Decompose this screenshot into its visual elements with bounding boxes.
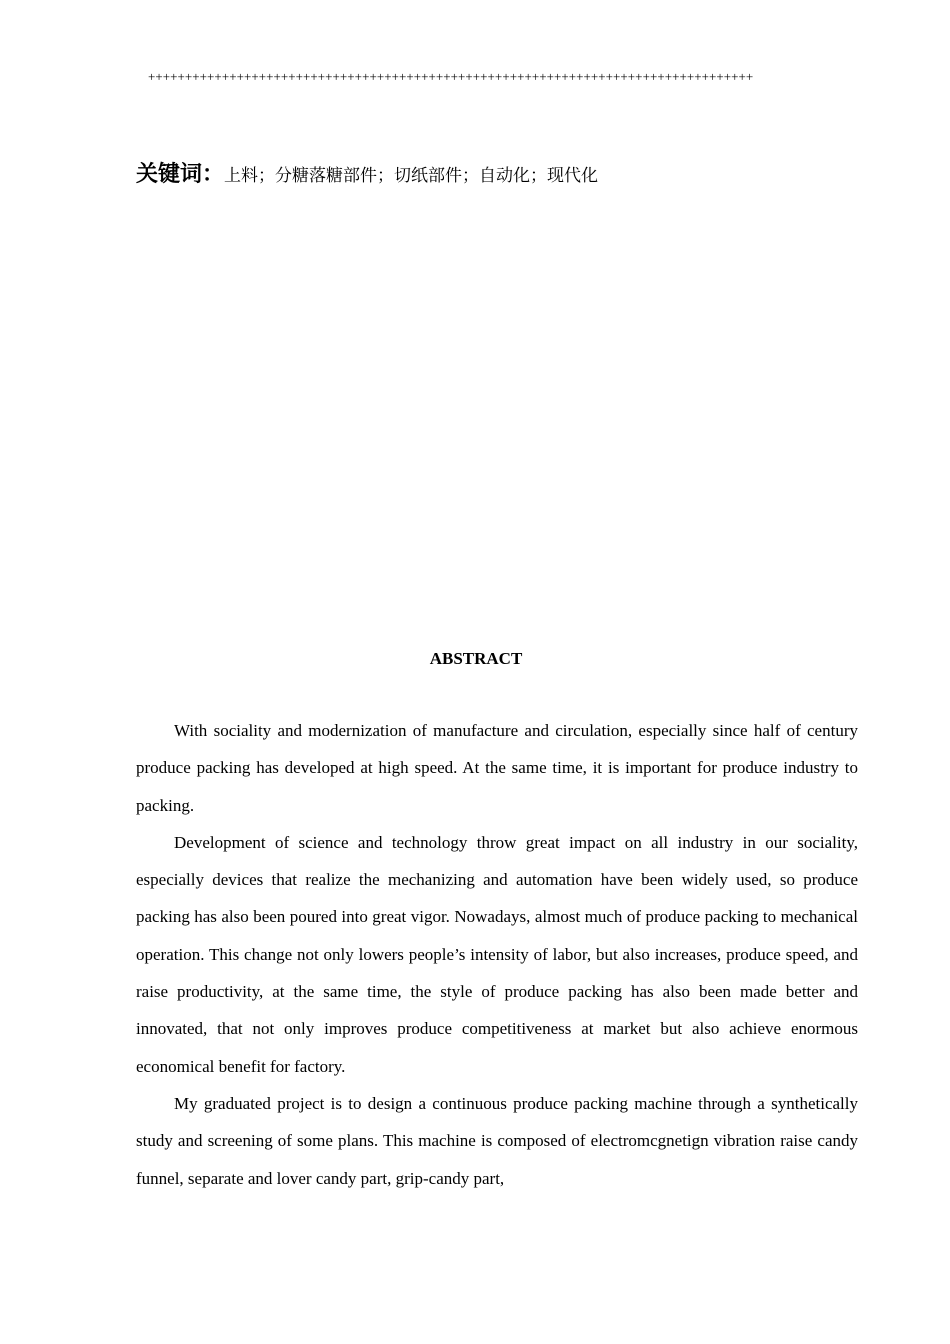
keywords-line bbox=[136, 158, 856, 194]
keywords-text: 上料；分糖落糖部件；切纸部件；自动化；现代化 bbox=[224, 166, 599, 186]
abstract-title: ABSTRACT bbox=[429, 649, 523, 668]
header-rule: ++++++++++++++++++++++++++++++++++++++++++++++++++++++++++++++++++++++++++++++++++ bbox=[148, 69, 754, 84]
abstract-body bbox=[136, 712, 858, 1197]
abstract-paragraph: With sociality and modernization of manufacture and circulation, especially since half of century produce packing has developed at high speed. At the same time, it is important for produce industry to packing. bbox=[136, 721, 858, 815]
abstract-paragraph: My graduated project is to design a continuous produce packing machine through a synthetically study and screening of some plans. This machine is composed of electromcgnetign vibration raise candy funnel, separate and lover candy part, grip-candy part, bbox=[136, 1093, 858, 1188]
abstract-paragraph: Development of science and technology throw great impact on all industry in our sociality, especially devices that realize the mechanizing and automation have been widely used, so produce packing has also been poured into great vigor. Nowadays, almost much of produce packing to mechanical operation. This change not only lowers people’s intensity of labor, but also increases, produce speed, and raise productivity, at the same time, the style of produce packing has also been made better and innovated, that not only improves produce competitiveness at market but also achieve enormous economical benefit for factory. bbox=[136, 832, 858, 1076]
keywords-label: 关键词： bbox=[136, 162, 225, 187]
